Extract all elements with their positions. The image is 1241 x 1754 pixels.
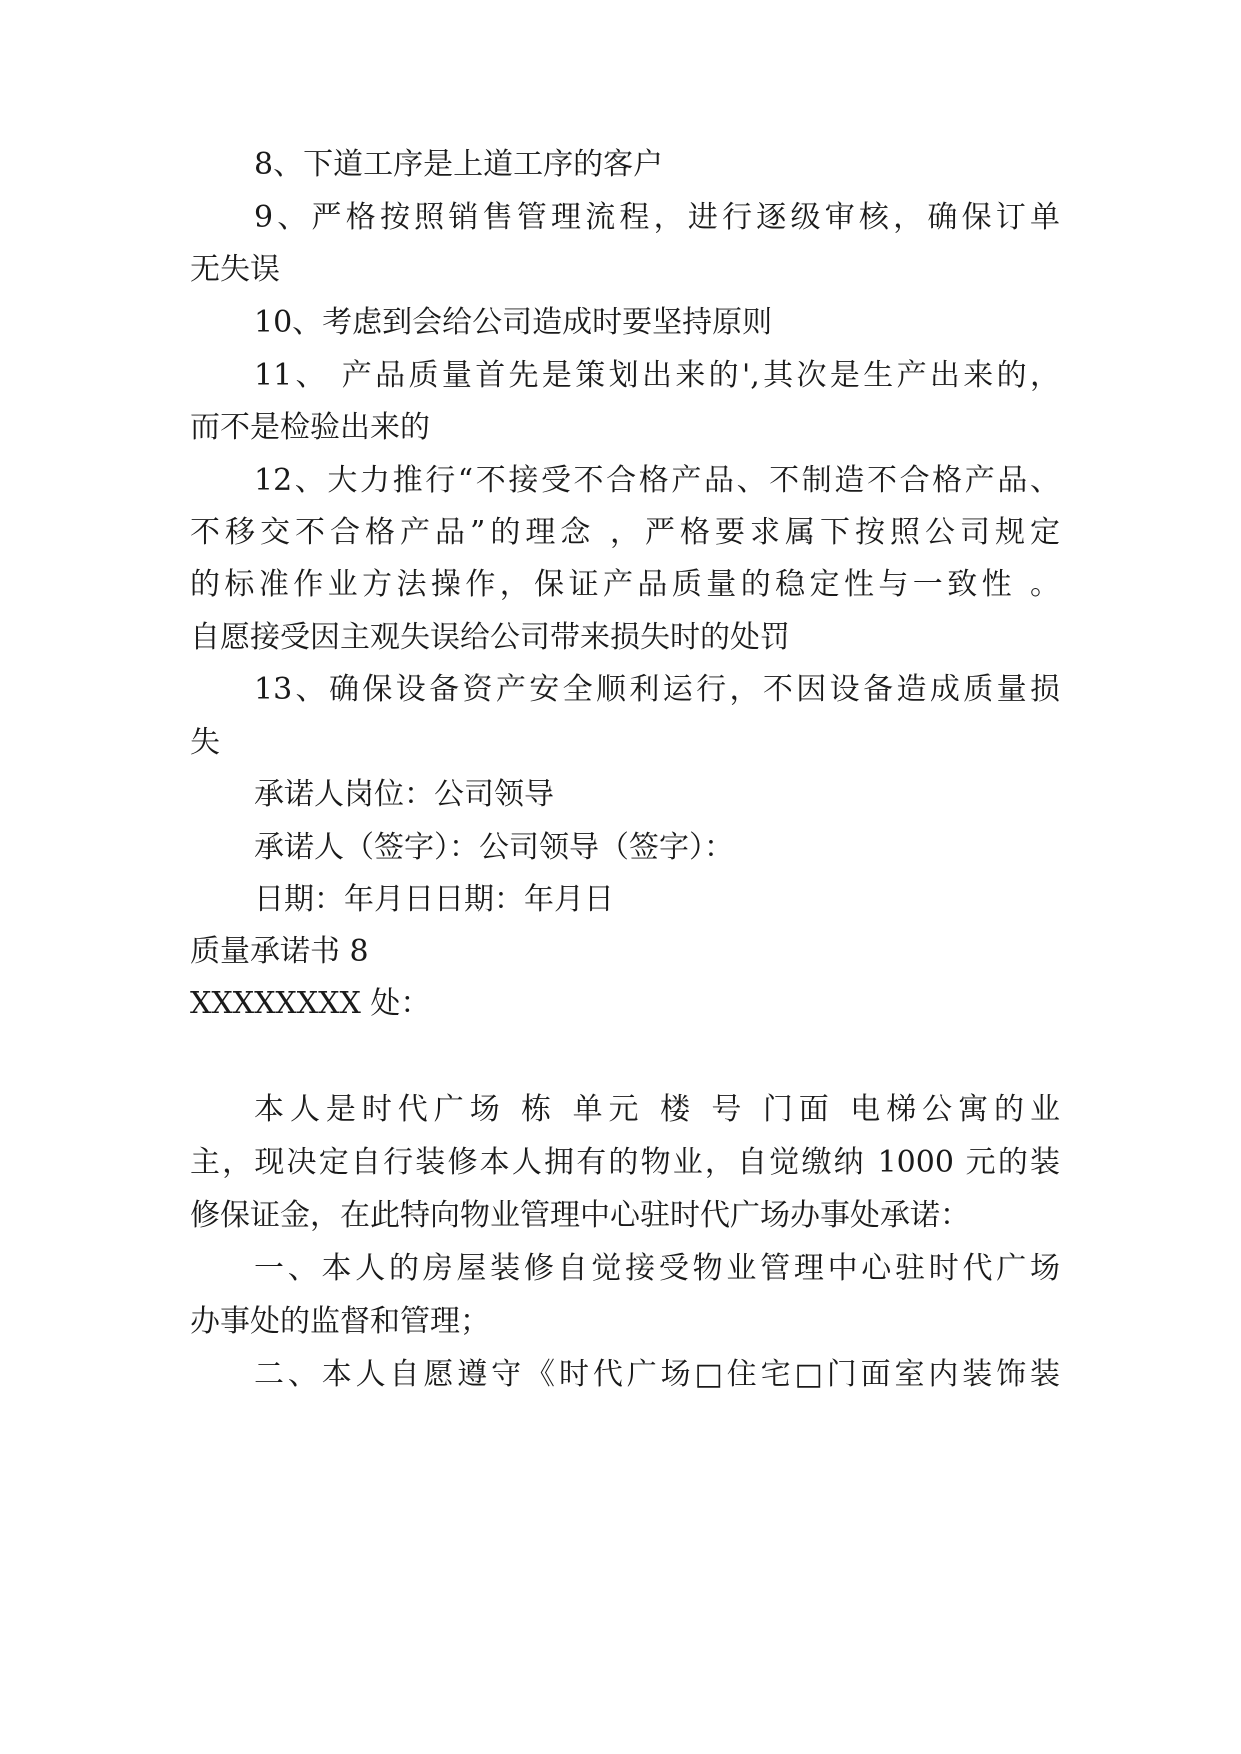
text-line: 承诺人（签字）：公司领导（签字）：: [254, 830, 734, 865]
addressee: XXXXXXXX 处：: [190, 986, 431, 1021]
text-line: 本人是时代广场 栋 单元 楼 号 门面 电梯公寓的业: [254, 1092, 1060, 1127]
text-line: 主，现决定自行装修本人拥有的物业，自觉缴纳 1000 元的装: [190, 1145, 1060, 1180]
text-line: 自愿接受因主观失误给公司带来损失时的处罚: [190, 620, 790, 655]
text-line: 办事处的监督和管理；: [190, 1304, 490, 1339]
text-line: 12、大力推行“不接受不合格产品、不制造不合格产品、: [254, 463, 1060, 498]
text-line: 13、确保设备资产安全顺利运行，不因设备造成质量损: [254, 672, 1060, 707]
text-line: 承诺人岗位：公司领导: [254, 777, 554, 812]
section-title: 质量承诺书 8: [190, 934, 369, 969]
text-line: 8、下道工序是上道工序的客户: [254, 147, 664, 182]
text-line: 日期：年月日日期：年月日: [254, 882, 614, 917]
text-line: 10、考虑到会给公司造成时要坚持原则: [254, 305, 773, 340]
text-line: 修保证金，在此特向物业管理中心驻时代广场办事处承诺：: [190, 1198, 970, 1233]
text-line: 无失误: [190, 252, 280, 287]
text-line: 二、本人自愿遵守《时代广场□住宅□门面室内装饰装: [254, 1357, 1060, 1392]
text-line: 9、严格按照销售管理流程，进行逐级审核，确保订单: [254, 200, 1060, 235]
text-line: 11、 产品质量首先是策划出来的',其次是生产出来的，: [254, 358, 1060, 393]
text-line: 一、本人的房屋装修自觉接受物业管理中心驻时代广场: [254, 1251, 1060, 1286]
text-line: 失: [190, 725, 220, 760]
text-line: 而不是检验出来的: [190, 410, 430, 445]
text-line: 不移交不合格产品”的理念 ，严格要求属下按照公司规定: [190, 515, 1060, 550]
text-line: 的标准作业方法操作，保证产品质量的稳定性与一致性 。: [190, 567, 1060, 602]
